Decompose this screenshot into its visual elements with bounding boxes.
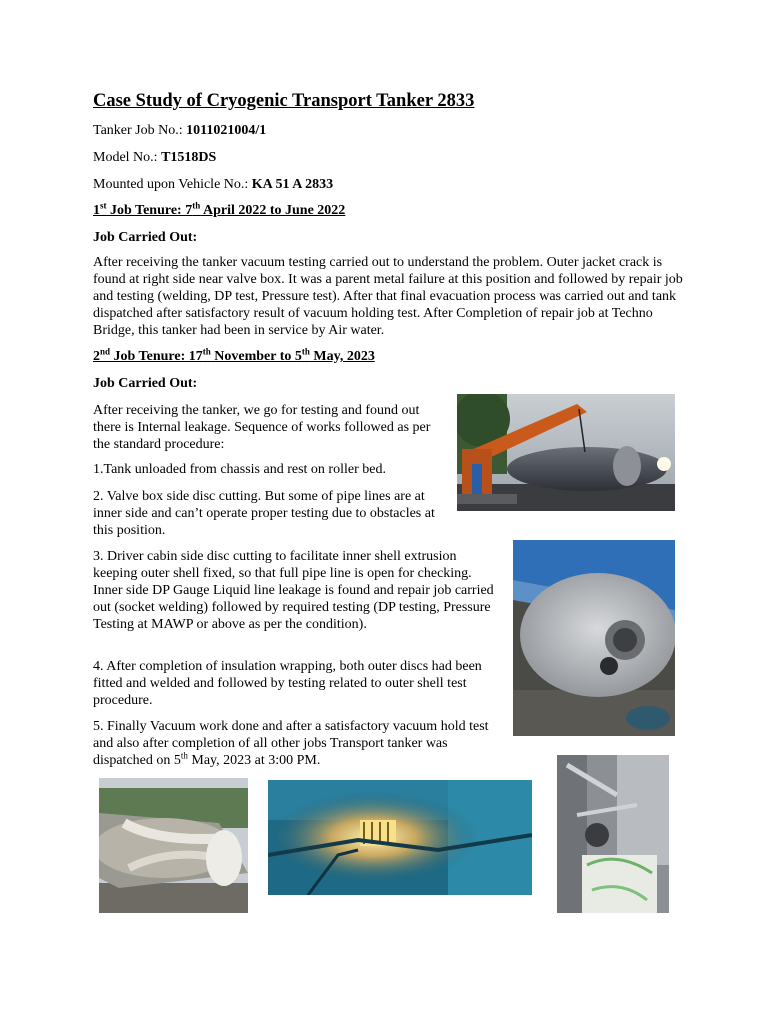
model-label: Model No.: [93,150,158,165]
tenure-2-mid-sup: th [202,346,211,357]
tenure-2-heading [93,348,375,365]
paragraph-2: After receiving the tanker, we go for testing and found out there is Internal leakage. Sequence of works followed as per the standard procedure: [93,403,431,452]
photo-insulation-wrapping [99,778,248,913]
step-5-text: 5. Finally Vacuum work done and after a satisfactory vacuum hold test and also after completion of all other jobs Transport tanker was dispatched on 5 [93,719,489,768]
tenure-1-rest: April 2022 to June 2022 [200,203,346,218]
step-5-end: May, 2023 at 3:00 PM. [187,753,321,768]
tenure-1-heading [93,202,345,219]
job-no-value: 1011021004/1 [186,123,267,138]
tenure-1-mid: Job Tenure: 7 [106,203,193,218]
photo-tank-end-disc [513,540,675,736]
tenure-2-rest: May, 2023 [309,349,375,364]
photo-valve-pipes [557,755,669,913]
tenure-1-mid-sup: th [192,200,201,211]
page-title: Case Study of Cryogenic Transport Tanker 2833 [93,91,475,111]
model-line [93,149,216,166]
job-no-line [93,122,266,139]
vehicle-line [93,176,333,193]
step-5-sup: th [180,750,188,761]
tenure-2-mid: Job Tenure: 17 [110,349,203,364]
step-2: 2. Valve box side disc cutting. But some of pipe lines are at inner side and can’t operate proper testing due to obstacles at this position. [93,489,435,538]
photo-crane-lifting-tank [457,394,675,511]
tenure-2-mid2: November to 5 [210,349,302,364]
job-no-label: Tanker Job No.: [93,123,183,138]
tenure-1-num-sup: st [100,200,107,211]
tenure-2-num: 2 [93,349,100,364]
vehicle-value: KA 51 A 2833 [251,177,334,192]
model-value: T1518DS [161,150,217,165]
photo-inner-shell-light [268,780,532,895]
vehicle-label: Mounted upon Vehicle No.: [93,177,249,192]
step-5 [93,718,495,769]
paragraph-1: After receiving the tanker vacuum testing carried out to understand the problem. Outer jacket crack is found at right side near valve box. It was a parent metal failure at this position and followed by repair job and testing (welding, DP test, Pressure test). After that final evacuation process was carried out and tank dispatched after satisfactory result of vacuum holding test. After Completion of repair job at Techno Bridge, this tanker had been in service by Air water. [93,255,683,338]
job-carried-heading-1: Job Carried Out: [93,230,198,245]
tenure-2-mid2-sup: th [301,346,310,357]
tenure-1-num: 1 [93,203,100,218]
tenure-2-num-sup: nd [100,346,111,357]
step-4: 4. After completion of insulation wrapping, both outer discs had been fitted and welded and followed by testing related to outer shell test procedure. [93,659,482,708]
step-3: 3. Driver cabin side disc cutting to facilitate inner shell extrusion keeping outer shell fixed, so that full pipe line is open for checking. Inner side DP Gauge Liquid line leakage is found and repair job carried out (socket welding) followed by required testing (DP testing, Pressure Testing at MAWP or above as per the condition). [93,549,494,632]
job-carried-heading-2: Job Carried Out: [93,376,198,391]
step-1: 1.Tank unloaded from chassis and rest on roller bed. [93,462,386,477]
